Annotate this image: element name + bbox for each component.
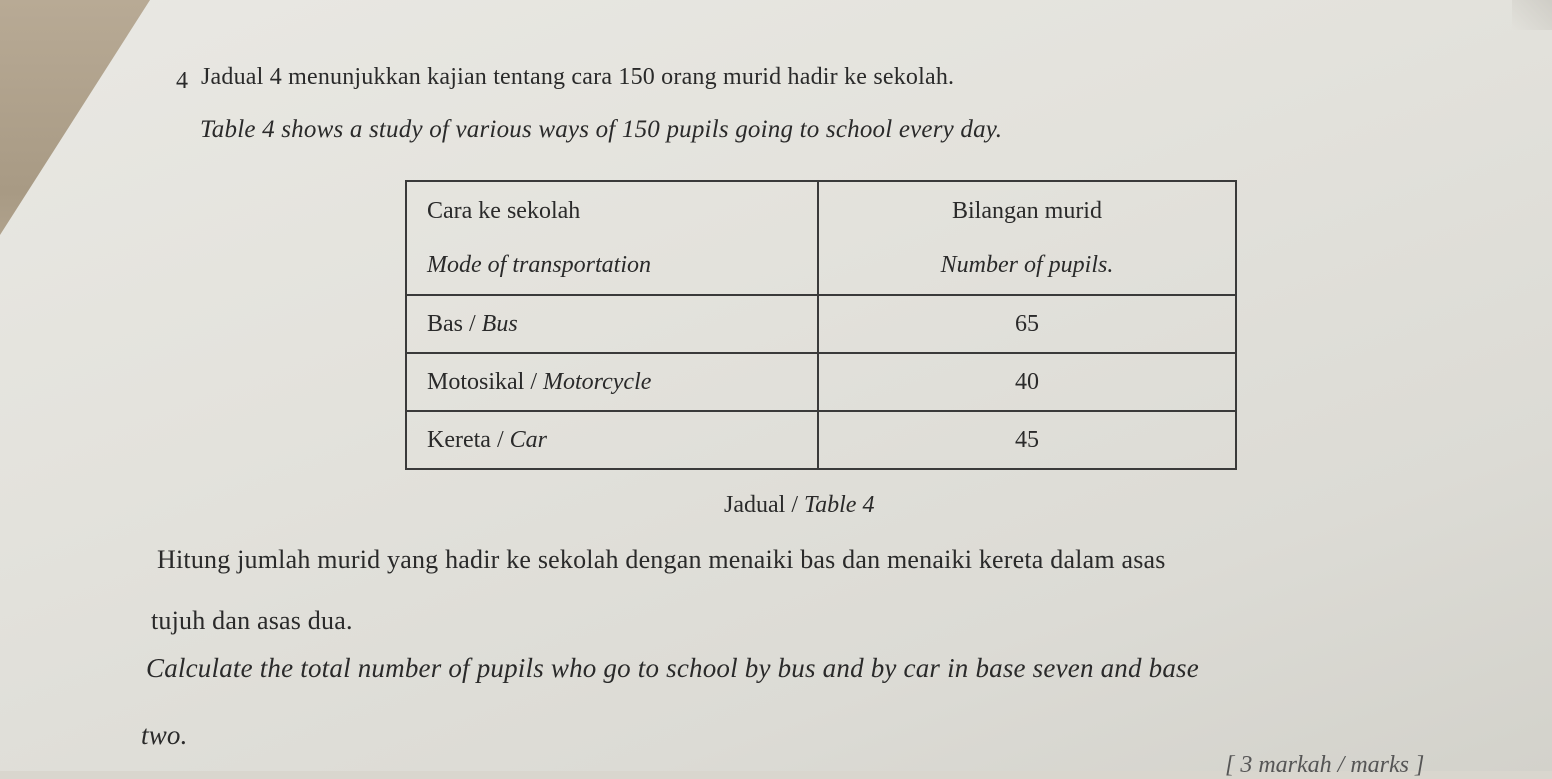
count-cell: 65 [818, 295, 1236, 353]
mode-malay: Kereta [427, 426, 491, 453]
mode-cell: Bas / Bus [406, 295, 818, 353]
table-row [406, 295, 1236, 353]
task-english-line-1: Calculate the total number of pupils who go to school by bus and by car in base seven and base [146, 653, 1199, 683]
mode-malay: Motosikal [427, 368, 525, 395]
count-cell: 45 [818, 411, 1236, 469]
header-mode-english: Mode of transportation [427, 252, 652, 278]
question-number: 4 [176, 68, 188, 94]
count-cell: 40 [818, 353, 1236, 411]
mode-cell: Motosikal / Motorcycle [406, 353, 818, 411]
marks-label: [ 3 markah / marks ] [1225, 752, 1425, 778]
header-mode-malay: Cara ke sekolah [427, 198, 581, 224]
table-row [406, 411, 1236, 469]
mode-english: Bus [481, 310, 518, 337]
caption-malay: Jadual [724, 492, 786, 518]
table-row [406, 353, 1236, 411]
mode-cell: Kereta / Car [406, 411, 818, 469]
table-caption: Jadual / Table 4 [724, 492, 875, 518]
caption-english: Table 4 [803, 492, 875, 518]
paper-corner-shadow [1512, 0, 1552, 30]
mode-english: Car [509, 426, 547, 453]
intro-malay: Jadual 4 menunjukkan kajian tentang cara 150 orang murid hadir ke sekolah. [201, 64, 955, 90]
task-malay-line-1: Hitung jumlah murid yang hadir ke sekolah dengan menaiki bas dan menaiki kereta dalam asas [157, 545, 1166, 574]
mode-english: Motorcycle [543, 368, 652, 395]
task-malay-line-2: tujuh dan asas dua. [151, 606, 353, 635]
intro-english: Table 4 shows a study of various ways of 150 pupils going to school every day. [200, 116, 1003, 143]
mode-malay: Bas [427, 310, 463, 337]
header-count-cell [818, 181, 1236, 295]
header-count-malay: Bilangan murid [952, 198, 1102, 224]
table-header-row [406, 181, 1236, 295]
task-english-line-2: two. [141, 720, 188, 750]
header-mode-cell [406, 181, 818, 295]
header-count-english: Number of pupils. [940, 252, 1114, 278]
transport-table [405, 180, 1237, 470]
